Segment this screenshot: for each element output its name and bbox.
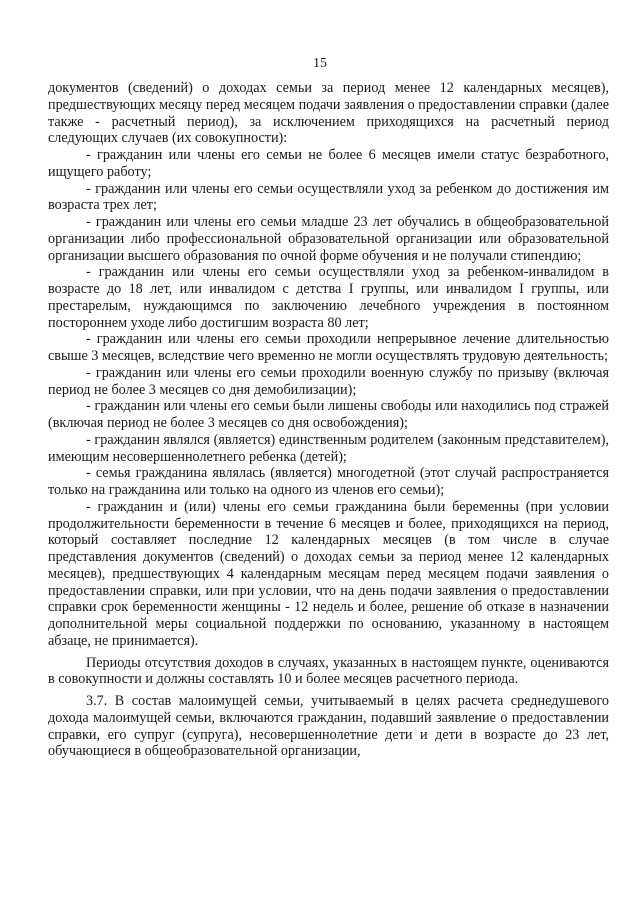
list-item-unemployed: - гражданин или члены его семьи не более 6 месяцев имели статус безработного, ищущего работу;	[48, 147, 609, 180]
list-item-single-parent: - гражданин являлся (является) единственным родителем (законным представителем), имеющим несовершеннолетнего ребенка (детей);	[48, 431, 609, 465]
page-number: 15	[313, 56, 327, 71]
list-item-medical-treatment: - гражданин или члены его семьи проходили непрерывное лечение длительностью свыше 3 месяцев, вследствие чего временно не могли осуществлять трудовую деятельность;	[48, 331, 609, 364]
paragraph-section-3-7: 3.7. В состав малоимущей семьи, учитываемый в целях расчета среднедушевого дохода малоимущей семьи, включаются гражданин, подавший заявление о предоставлении справки, его супруг (супруга), несовершеннолетние дети и дети в возрасте до 23 лет, обучающиеся в общеобразовательной организации,	[48, 693, 609, 760]
list-item-pregnancy: - гражданин и (или) члены его семьи гражданина были беременны (при условии продолжительности беременности в течение 6 месяцев и более, приходящихся на период, который составляет последние 12 календарных месяцев (в том числе в случае представления документов (сведений) о доходах семьи за период менее 12 календарных месяцев), предшествующих 4 календарным месяцам перед месяцем подачи заявления о предоставлении справки, или при условии, что на день подачи заявления о предоставлении справки срок беременности женщины - 12 недель и более, решение об отказе в назначении дополнительной меры социальной поддержки по основанию, указанному в настоящем абзаце, не принимается).	[48, 498, 609, 649]
paragraph-intro-continuation: документов (сведений) о доходах семьи за период менее 12 календарных месяцев), предшествующих месяцу перед месяцем подачи заявления о предоставлении справки (далее также - расчетный период), за исключением приходящихся на расчетный период следующих случаев (их совокупности):	[48, 80, 609, 147]
list-item-disabled-care: - гражданин или члены его семьи осуществляли уход за ребенком-инвалидом в возрасте до 18 лет, или инвалидом с детства I группы, или инвалидом I группы, или престарелым, нуждающимся по заключению лечебного учреждения в постоянном постороннем уходе либо достигшим возраста 80 лет;	[48, 264, 609, 331]
list-item-large-family: - семья гражданина являлась (является) многодетной (этот случай распространяется только на гражданина или только на одного из членов его семьи);	[48, 465, 609, 498]
list-item-childcare: - гражданин или члены его семьи осуществляли уход за ребенком до достижения им возраста трех лет;	[48, 180, 609, 214]
list-item-custody: - гражданин или члены его семьи были лишены свободы или находились под стражей (включая период не более 3 месяцев со дня освобождения);	[48, 398, 609, 431]
paragraph-periods: Периоды отсутствия доходов в случаях, указанных в настоящем пункте, оцениваются в совокупности и должны составлять 10 и более месяцев расчетного периода.	[48, 654, 609, 688]
document-body	[48, 80, 609, 760]
list-item-education: - гражданин или члены его семьи младше 23 лет обучались в общеобразовательной организации либо профессиональной образовательной организации или образовательной организации высшего образования по очной форме обучения и не получали стипендию;	[48, 214, 609, 264]
list-item-military-service: - гражданин или члены его семьи проходили военную службу по призыву (включая период не более 3 месяцев со дня демобилизации);	[48, 364, 609, 398]
